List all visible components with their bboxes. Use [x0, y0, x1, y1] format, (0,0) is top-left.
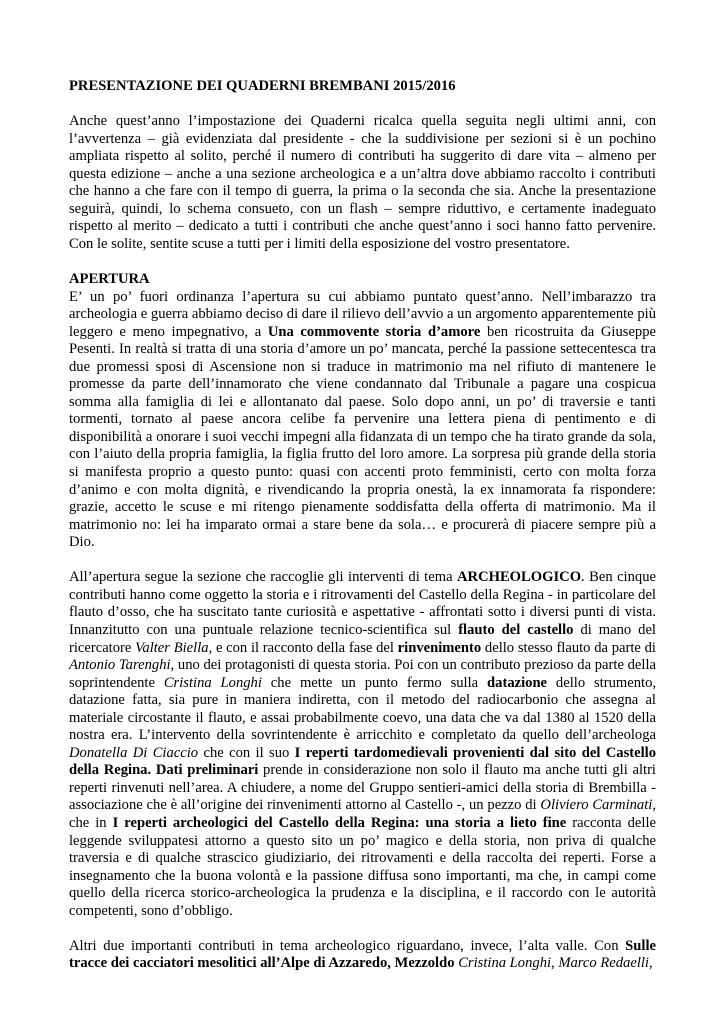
article-title: Sulle tracce dei cacciatori mesolitici all’Alpe di Azzaredo, Mezzoldo — [69, 937, 656, 972]
article-title: rinvenimento — [397, 639, 482, 656]
text-run: di mano del ricercatore — [69, 621, 656, 656]
author-name: Cristina Longhi — [163, 674, 262, 691]
document-title: PRESENTAZIONE DEI QUADERNI BREMBANI 2015/2016 — [69, 78, 456, 94]
text-run: ben ricostruita da Giuseppe Pesenti. In realtà si tratta di una storia d’amore un po’ mancata, perché la passione settecentesca tra due promessi sposi di Ascensione non si traduce in matrimonio ma nel rifiuto di mantenere le promesse da parte dell’innamorato che viene condannato dal Tribunale a pagare una cospicua somma alla famiglia di lei e allontanato dal paese. Solo dopo anni, un po’ di traversie e tanti tormenti, tornato al paese ancora celibe fa pervenire una lettera piena di pentimento e di disponibilità a onorare i suoi vecchi impegni alla fidanzata di un tempo che ha tirato grande da sola, con l’aiuto della propria famiglia, la figlia frutto del loro amore. La sorpresa più grande della storia si manifesta proprio a questo punto: quasi con accenti proto femministi, certo con molta forza d’animo e con molta dignità, e rivendicando la propria onestà, la ex innamorata fa rispondere: grazie, accetto le scuse e mi ritengo pienamente soddisfatta della offerta di matrimonio. Ma il matrimonio no: lei ha imparato ormai a stare bene da sola… e procurerà di piacere sempre più a Dio. — [69, 323, 656, 551]
document-page — [69, 78, 656, 973]
author-name: Donatella Di Ciaccio — [69, 744, 199, 761]
text-run: Altri due importanti contributi in tema archeologico riguardano, invece, l’alta valle. Con — [69, 937, 626, 954]
text-run: che mette un punto fermo sulla — [261, 674, 488, 691]
text-run: , che in — [69, 797, 656, 831]
text-run: dello stesso flauto da parte di — [481, 639, 656, 656]
text-run: , e con il racconto della fase del — [208, 639, 398, 656]
author-name: Valter Biella — [135, 639, 209, 656]
apertura-paragraph — [69, 289, 656, 552]
text-run: All’apertura segue la sezione che raccoglie gli interventi di tema — [69, 569, 457, 586]
text-run: , uno dei protagonisti di questa storia. Poi con un contributo prezioso da parte della soprintendente — [69, 657, 656, 691]
text-run: , — [551, 955, 559, 972]
text-run: , — [649, 955, 653, 972]
section-keyword: ARCHEOLOGICO — [456, 569, 582, 586]
author-name: Antonio Tarenghi — [69, 657, 171, 674]
text-run: . Ben cinque contributi hanno come oggetto la storia e i ritrovamenti del Castello della Regina - in particolare del flauto d’osso, che ha suscitato tante curiosità e aspettative - affrontati sotto i diversi punti di vista. Innanzitutto con una puntuale relazione tecnico-scientifica sul — [69, 569, 656, 638]
text-run: prende in considerazione non solo il flauto ma anche tutti gli altri reperti rinvenuti nell’area. A chiudere, a nome del Gruppo sentieri-amici della storia di Brembilla - associazione che è all’origine dei rinvenimenti attorno al Castello -, un pezzo di — [69, 762, 656, 814]
article-title: Una commovente storia d’amore — [267, 323, 481, 340]
article-title: I reperti tardomedievali provenienti dal sito del Castello della Regina. Dati preliminari — [69, 744, 657, 779]
article-title: I reperti archeologici del Castello della Regina: una storia a lieto fine — [112, 814, 567, 831]
text-run: E’ un po’ fuori ordinanza l’apertura su cui abbiamo puntato quest’anno. Nell’imbarazzo tra archeologia e guerra abbiamo deciso di dare il rilievo dell’avvio a un argomento apparentemente più leggero e meno impegnativo, a — [69, 288, 656, 340]
text-run: dello strumento, datazione fatta, sia pure in maniera indiretta, con il metodo del radiocarbonio che assegna al materiale circostante il flauto, e assai probabilmente coevo, una data che va dal 1380 al 1520 della nostra era. L’intervento della sovrintendente è arricchito e completato da quello dell’archeologa — [69, 674, 657, 744]
text-run: racconta delle leggende sviluppatesi attorno a questo sito un po’ magico e della storia, non priva di qualche traversia e di qualche strascico giudiziario, dei ritrovamenti e della raccolta dei reperti. Forse a insegnamento che la buona volontà e la passione diffusa sono importanti, ma che, in campi come quello della ricerca storico-archeologica la prudenza e la disciplina, e il raccordo con le autorità competenti, sono d’obbligo. — [69, 814, 656, 919]
intro-paragraph: Anche quest’anno l’impostazione dei Quaderni ricalca quella seguita negli ultimi anni, con l’avvertenza – già evidenziata dal presidente - che la suddivisione per sezioni si è un pochino ampliata rispetto al solito, perché il numero di contributi ha suggerito di dare vita – almeno per questa edizione – anche a una sezione archeologica e a un’altra dove abbiamo raccolto i contributi che hanno a che fare con il tempo di guerra, la prima o la seconda che sia. Anche la presentazione seguirà, quindi, lo schema consueto, con un flash – sempre riduttivo, e certamente inadeguato rispetto al merito – dedicato a tutti i contributi che anche quest’anno i soci hanno fatto pervenire. Con le solite, sentite scuse a tutti per i limiti della esposizione del vostro presentatore. — [69, 113, 656, 252]
altri-paragraph — [69, 938, 656, 973]
article-title: flauto del castello — [458, 621, 574, 638]
author-name: Oliviero Carminati — [540, 797, 653, 814]
section-heading-apertura: APERTURA — [69, 271, 150, 288]
text-run: che con il suo — [198, 744, 295, 761]
archeologico-paragraph — [69, 569, 656, 920]
author-name: Cristina Longhi — [458, 955, 552, 972]
article-title: datazione — [487, 674, 548, 691]
author-name: Marco Redaelli — [558, 955, 649, 972]
